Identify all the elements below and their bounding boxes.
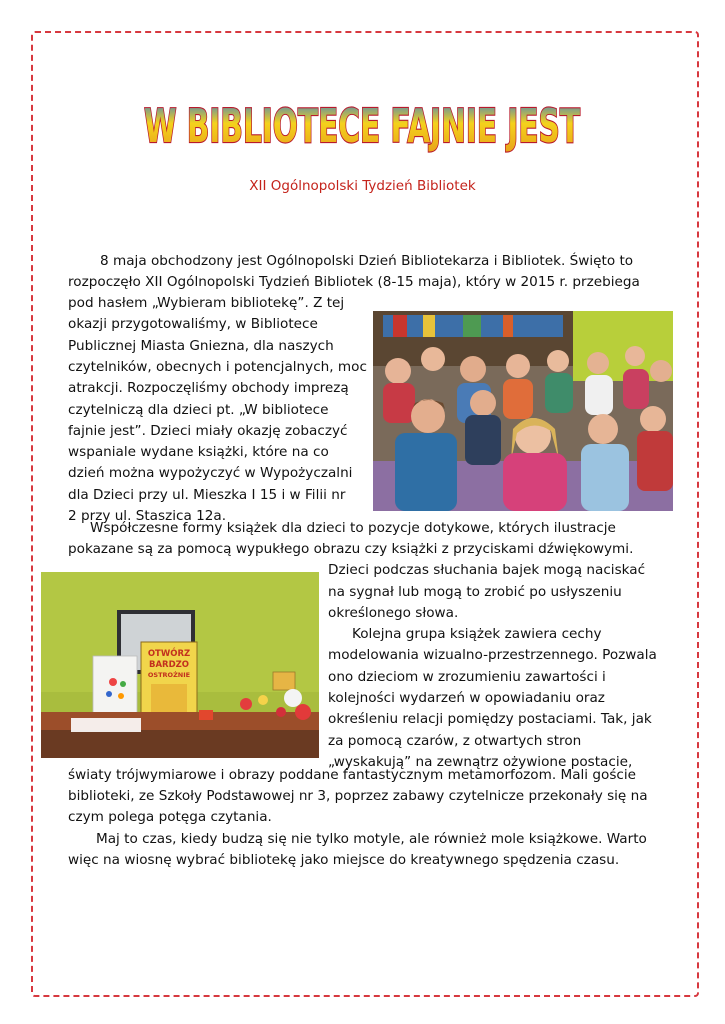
book-cover-line3: OSTROŻNIE	[147, 671, 191, 679]
paragraph-line: kolejności wydarzeń w opowiadaniu oraz	[328, 690, 605, 706]
paragraph-line: modelowania wizualno-przestrzennego. Pozwala	[328, 647, 657, 663]
paragraph-line: 8 maja obchodzony jest Ogólnopolski Dzień Bibliotekarza i Bibliotek. Święto to	[100, 253, 634, 269]
paragraph-line: atrakcji. Rozpoczęliśmy obchody imprezą	[68, 380, 349, 396]
paragraph-line: określeniu relacji pomiędzy postaciami. Tak, jak	[328, 711, 652, 727]
paragraph-line: czym polega potęga czytania.	[68, 809, 272, 825]
paragraph-line: 2 przy ul. Staszica 12a.	[68, 508, 227, 524]
books-display-photo	[41, 572, 319, 758]
paragraph-line: Publicznej Miasta Gniezna, dla naszych	[68, 338, 334, 354]
paragraph-line: czytelniczą dla dzieci pt. „W bibliotece	[68, 402, 329, 418]
paragraph-line: pod hasłem „Wybieram bibliotekę”. Z tej	[68, 295, 345, 311]
paragraph-line: Maj to czas, kiedy budzą się nie tylko motyle, ale również mole książkowe. Warto	[96, 831, 647, 847]
paragraph-line: czytelników, obecnych i potencjalnych, moc	[68, 359, 367, 375]
paragraph-line: na sygnał lub mogą to zrobić po usłyszeniu	[328, 584, 622, 600]
book-cover-line2: BARDZO	[148, 660, 190, 670]
page-subtitle: XII Ogólnopolski Tydzień Bibliotek	[249, 178, 476, 194]
paragraph-line: ono dzieciom w zrozumieniu zawartości i	[328, 669, 606, 685]
paragraph-line: fajnie jest”. Dzieci miały okazję zobaczyć	[68, 423, 348, 439]
paragraph-line: wspaniale wydane książki, które na co	[68, 444, 329, 460]
paragraph-line: Kolejna grupa książek zawiera cechy	[352, 626, 602, 642]
paragraph-line: światy trójwymiarowe i obrazy poddane fantastycznym metamorfozom. Mali goście	[68, 767, 637, 783]
paragraph-line: „wyskakują” na zewnątrz ożywione postacie,	[328, 754, 633, 770]
children-audience-photo	[373, 311, 673, 511]
paragraph-line: Współczesne formy książek dla dzieci to pozycje dotykowe, których ilustracje	[90, 520, 616, 536]
book-cover-line1: OTWÓRZ	[147, 649, 191, 659]
paragraph-line: okazji przygotowaliśmy, w Bibliotece	[68, 316, 318, 332]
paragraph-line: więc na wiosnę wybrać bibliotekę jako miejsce do kreatywnego spędzenia czasu.	[68, 852, 620, 868]
title-banner	[0, 80, 725, 170]
paragraph-line: za pomocą czarów, z otwartych stron	[328, 733, 582, 749]
paragraph-line: rozpoczęło XII Ogólnopolski Tydzień Bibliotek (8-15 maja), który w 2015 r. przebiega	[68, 274, 640, 290]
paragraph-line: dzień można wypożyczyć w Wypożyczalni	[68, 465, 353, 481]
paragraph-line: określonego słowa.	[328, 605, 459, 621]
paragraph-line: pokazane są za pomocą wypukłego obrazu czy książki z przyciskami dźwiękowymi.	[68, 541, 634, 557]
paragraph-line: Dzieci podczas słuchania bajek mogą naciskać	[328, 562, 646, 578]
paragraph-line: biblioteki, ze Szkoły Podstawowej nr 3, poprzez zabawy czytelnicze przekonały się na	[68, 788, 648, 804]
page-title: W BIBLIOTECE FAJNIE JEST	[144, 99, 581, 153]
paragraph-line: dla Dzieci przy ul. Mieszka I 15 i w Filii nr	[68, 487, 346, 503]
